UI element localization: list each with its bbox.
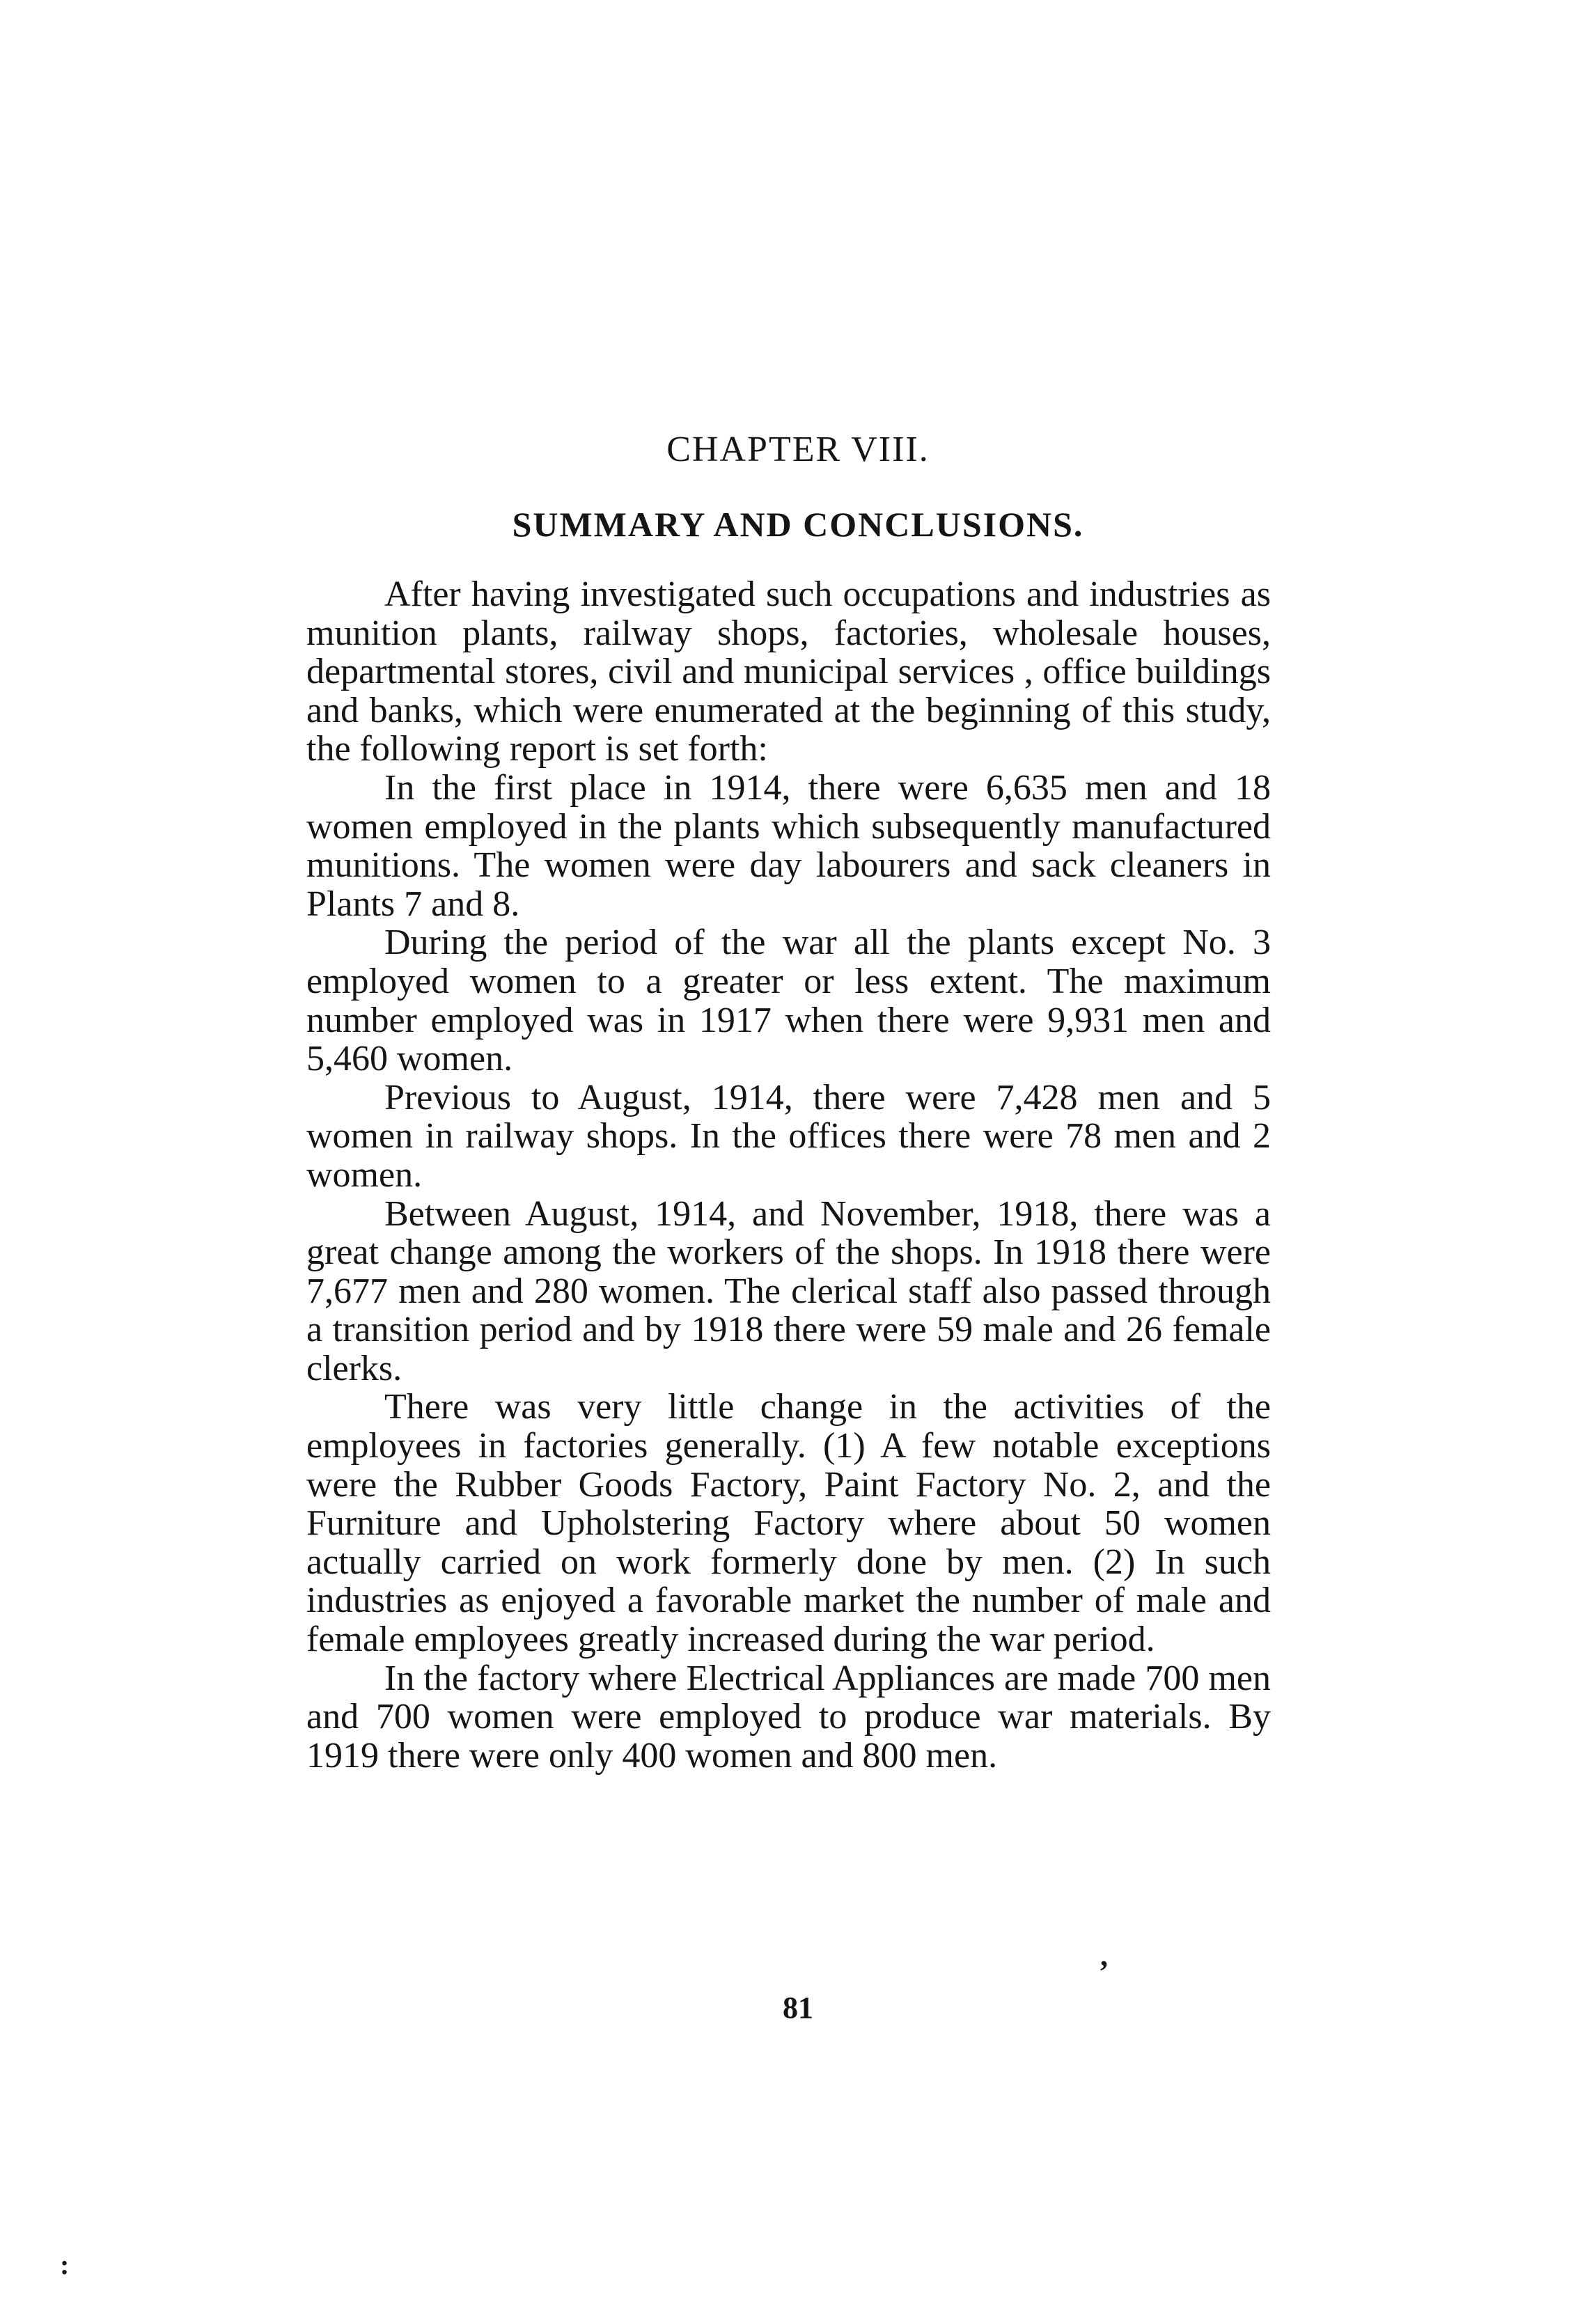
paragraph: In the factory where Electrical Appliances are made 700 men and 700 women were employed to produce war materials. By 1919 there were only 400 women and 800 men. <box>306 1658 1271 1776</box>
paragraph: During the period of the war all the plants except No. 3 employed women to a greater or less extent. The maximum number employed was in 1917 when there were 9,931 men and 5,460 women. <box>306 923 1271 1079</box>
chapter-heading: CHAPTER VIII. <box>666 430 930 469</box>
page-number: 81 <box>783 1991 813 2025</box>
paragraph: In the first place in 1914, there were 6,635 men and 18 women employed in the plants which subsequently manufactured munitions. The women were day labourers and sack cleaners in Plants 7 and 8. <box>306 767 1271 924</box>
section-title: SUMMARY AND CONCLUSIONS. <box>512 505 1084 544</box>
paragraph: Previous to August, 1914, there were 7,428 men and 5 women in railway shops. In the offices there were 78 men and 2 women. <box>306 1077 1271 1195</box>
paragraph: There was very little change in the activities of the employees in factories generally. (1) A few notable exceptions were the Rubber Goods Factory, Paint Factory No. 2, and the Furniture and Upholstering Factory where about 50 women actually carried on work formerly done by men. (2) In such industries as enjoyed a favorable market the number of male and female employees greatly increased during the war period. <box>306 1387 1271 1660</box>
corner-mark: : <box>60 2249 70 2280</box>
paragraph: After having investigated such occupations and industries as munition plants, railway shops, factories, wholesale houses, departmental stores, civil and municipal services , office buildings and banks, which were enumerated at the beginning of this study, the following report is set forth: <box>306 574 1271 769</box>
paragraph: Between August, 1914, and November, 1918, there was a great change among the workers of the shops. In 1918 there were 7,677 men and 280 women. The clerical staff also passed through a transition period and by 1918 there were 59 male and 26 female clerks. <box>306 1193 1271 1388</box>
body-text <box>306 575 1271 1775</box>
stray-mark: , <box>1100 1938 1108 1973</box>
